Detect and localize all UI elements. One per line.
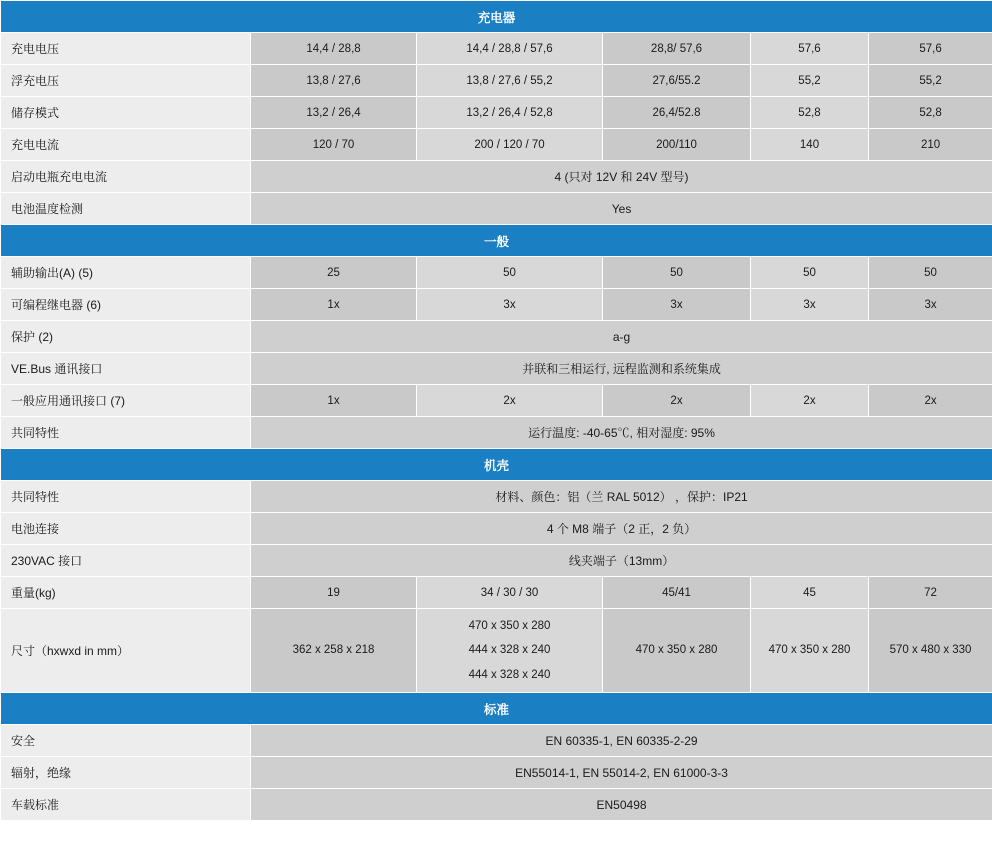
row-value-merged: EN55014-1, EN 55014-2, EN 61000-3-3: [251, 757, 992, 789]
row-value-cell: 50: [603, 257, 751, 289]
row-value-cell: 52,8: [869, 97, 992, 129]
row-value-cell: 200 / 120 / 70: [417, 129, 603, 161]
row-label: 充电电压: [1, 33, 251, 65]
section-header-row: [1, 693, 992, 725]
table-row: [1, 321, 992, 353]
row-value-cell: 14,4 / 28,8: [251, 33, 417, 65]
row-value-cell: 3x: [869, 289, 992, 321]
row-label: 尺寸（hxwxd in mm）: [1, 609, 251, 693]
table-row: [1, 97, 992, 129]
row-label: 可编程继电器 (6): [1, 289, 251, 321]
row-label: 重量(kg): [1, 577, 251, 609]
row-value-cell: 50: [869, 257, 992, 289]
row-value-cell: 2x: [417, 385, 603, 417]
row-value-cell: [603, 609, 751, 693]
row-value-cell: 25: [251, 257, 417, 289]
row-value-cell: 19: [251, 577, 417, 609]
row-value-cell: 45: [751, 577, 869, 609]
row-value-cell: 45/41: [603, 577, 751, 609]
table-row: [1, 577, 992, 609]
table-row: [1, 33, 992, 65]
row-label: 电池连接: [1, 513, 251, 545]
row-value-cell: 3x: [751, 289, 869, 321]
row-value-cell: 55,2: [751, 65, 869, 97]
table-row: [1, 65, 992, 97]
row-value-cell: 57,6: [751, 33, 869, 65]
row-value-cell: 50: [417, 257, 603, 289]
table-row: [1, 725, 992, 757]
row-value-merged: 运行温度: -40-65℃, 相对湿度: 95%: [251, 417, 992, 449]
row-value-merged: a-g: [251, 321, 992, 353]
row-value-cell: 3x: [417, 289, 603, 321]
row-label: 共同特性: [1, 481, 251, 513]
table-row: [1, 757, 992, 789]
row-value-cell: 200/110: [603, 129, 751, 161]
row-value-cell: 13,2 / 26,4 / 52,8: [417, 97, 603, 129]
row-label: VE.Bus 通讯接口: [1, 353, 251, 385]
table-row: [1, 417, 992, 449]
table-row: [1, 609, 992, 693]
table-row: [1, 353, 992, 385]
row-label: 保护 (2): [1, 321, 251, 353]
row-value-merged: 并联和三相运行, 远程监测和系统集成: [251, 353, 992, 385]
row-label: 辐射，绝缘: [1, 757, 251, 789]
row-value-merged: Yes: [251, 193, 992, 225]
row-value-cell: 14,4 / 28,8 / 57,6: [417, 33, 603, 65]
table-row: [1, 481, 992, 513]
row-label: 储存模式: [1, 97, 251, 129]
row-value-cell: 1x: [251, 289, 417, 321]
section-title: 充电器: [1, 1, 992, 33]
row-label: 230VAC 接口: [1, 545, 251, 577]
value-line: 470 x 350 x 280: [468, 620, 551, 633]
row-value-cell: 13,8 / 27,6 / 55,2: [417, 65, 603, 97]
row-value-cell: 2x: [603, 385, 751, 417]
section-title: 机壳: [1, 449, 992, 481]
table-row: [1, 161, 992, 193]
row-value-cell: 28,8/ 57,6: [603, 33, 751, 65]
section-title: 标准: [1, 693, 992, 725]
value-line: 444 x 328 x 240: [468, 644, 551, 657]
row-value-cell: 52,8: [751, 97, 869, 129]
row-value-cell: 26,4/52.8: [603, 97, 751, 129]
row-value-cell: 72: [869, 577, 992, 609]
row-value-merged: EN50498: [251, 789, 992, 821]
row-value-merged: 材料、颜色：铝（兰 RAL 5012） ，保护：IP21: [251, 481, 992, 513]
row-value-cell: 13,8 / 27,6: [251, 65, 417, 97]
row-value-cell: 50: [751, 257, 869, 289]
table-body: [1, 1, 992, 821]
row-value-cell: 55,2: [869, 65, 992, 97]
row-value-cell: [417, 609, 603, 693]
row-label: 电池温度检测: [1, 193, 251, 225]
table-row: [1, 129, 992, 161]
row-label: 浮充电压: [1, 65, 251, 97]
row-value-cell: 57,6: [869, 33, 992, 65]
row-value-cell: 2x: [869, 385, 992, 417]
row-value-cell: [751, 609, 869, 693]
row-value-cell: 34 / 30 / 30: [417, 577, 603, 609]
value-line: 470 x 350 x 280: [635, 644, 718, 657]
row-label: 辅助输出(A) (5): [1, 257, 251, 289]
row-value-merged: 4 个 M8 端子（2 正，2 负）: [251, 513, 992, 545]
row-value-merged: EN 60335-1, EN 60335-2-29: [251, 725, 992, 757]
table-row: [1, 289, 992, 321]
table-row: [1, 257, 992, 289]
row-label: 启动电瓶充电电流: [1, 161, 251, 193]
table-row: [1, 545, 992, 577]
table-row: [1, 513, 992, 545]
table-row: [1, 385, 992, 417]
value-line: 570 x 480 x 330: [889, 644, 972, 657]
section-header-row: [1, 449, 992, 481]
row-value-merged: 线夹端子（13mm）: [251, 545, 992, 577]
value-line: 444 x 328 x 240: [468, 668, 551, 681]
row-value-cell: 120 / 70: [251, 129, 417, 161]
row-label: 安全: [1, 725, 251, 757]
value-line: 362 x 258 x 218: [292, 644, 375, 657]
row-value-merged: 4 (只对 12V 和 24V 型号): [251, 161, 992, 193]
row-value-cell: 210: [869, 129, 992, 161]
row-value-cell: 1x: [251, 385, 417, 417]
row-label: 充电电流: [1, 129, 251, 161]
section-header-row: [1, 1, 992, 33]
row-label: 一般应用通讯接口 (7): [1, 385, 251, 417]
row-value-cell: 3x: [603, 289, 751, 321]
table-row: [1, 193, 992, 225]
section-title: 一般: [1, 225, 992, 257]
row-label: 共同特性: [1, 417, 251, 449]
row-value-cell: 140: [751, 129, 869, 161]
table-row: [1, 789, 992, 821]
row-label: 车载标准: [1, 789, 251, 821]
row-value-cell: [251, 609, 417, 693]
row-value-cell: 13,2 / 26,4: [251, 97, 417, 129]
row-value-cell: [869, 609, 992, 693]
section-header-row: [1, 225, 992, 257]
row-value-cell: 2x: [751, 385, 869, 417]
row-value-cell: 27,6/55.2: [603, 65, 751, 97]
value-line: 470 x 350 x 280: [768, 644, 851, 657]
